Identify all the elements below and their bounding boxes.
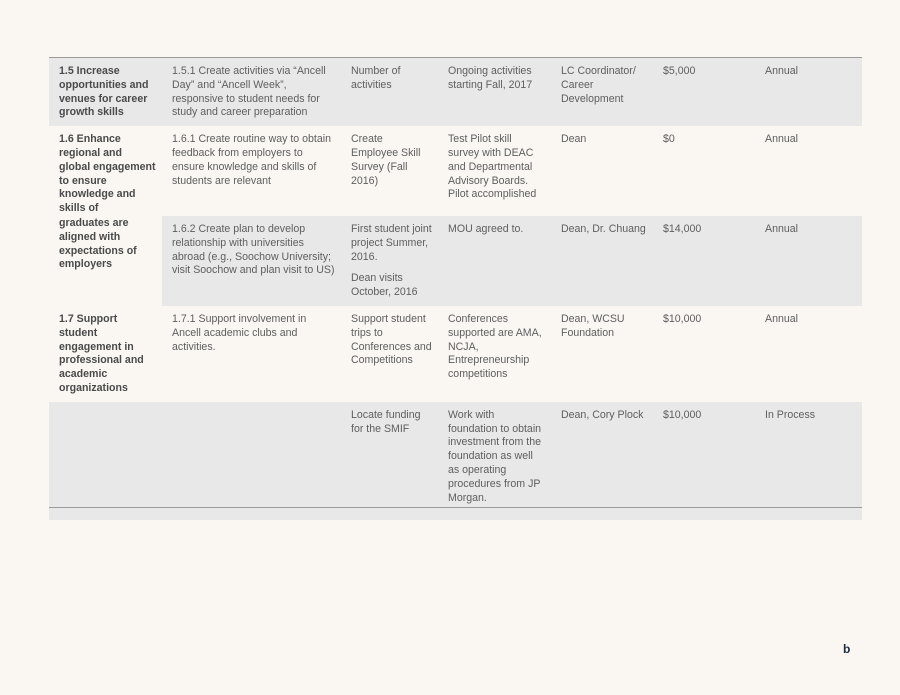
strategic-plan-table [49, 58, 862, 520]
page-marker: b [843, 642, 851, 656]
timeline-cell: In Process [755, 402, 862, 520]
timeline-cell: Annual [755, 216, 862, 306]
measure-cell: Create Employee Skill Survey (Fall 2016) [351, 133, 421, 187]
responsible-cell: Dean [561, 133, 587, 146]
measure-line: First student joint project Summer, 2016. [351, 222, 432, 263]
measure-line: Dean visits October, 2016 [351, 272, 418, 299]
strategy-cell: 1.6.2 Create plan to develop relationship with universities abroad (e.g., Soochow University; visit Soochow and plan visit to US) [162, 216, 341, 306]
goal-cell [49, 402, 162, 520]
strategy-cell: 1.7.1 Support involvement in Ancell academic clubs and activities. [172, 312, 307, 353]
cost-cell: $5,000 [653, 58, 755, 126]
goal-cell-continued: graduates are aligned with expectations of employers [59, 216, 137, 271]
strategy-cell: 1.5.1 Create activities via “Ancell Day” and “Ancell Week”, responsive to student needs for study and career preparation [162, 58, 341, 126]
goal-cell: 1.6 Enhance regional and global engagement to ensure knowledge and skills of [59, 133, 156, 215]
status-cell: MOU agreed to. [438, 216, 551, 306]
table-row [49, 58, 862, 126]
goal-cell: 1.5 Increase opportunities and venues for career growth skills [49, 58, 162, 126]
measure-cell: Number of activities [341, 58, 438, 126]
measure-cell: Locate funding for the SMIF [341, 402, 438, 520]
goal-cell: 1.7 Support student engagement in professional and academic organizations [59, 312, 144, 394]
table-row [49, 126, 862, 216]
timeline-cell: Annual [755, 58, 862, 126]
measure-cell [341, 216, 438, 306]
cost-cell: $10,000 [653, 402, 755, 520]
responsible-cell: Dean, WCSU Foundation [561, 312, 625, 339]
status-cell: Ongoing activities starting Fall, 2017 [438, 58, 551, 126]
table-row [49, 402, 862, 520]
timeline-cell: Annual [765, 312, 798, 325]
cost-cell: $14,000 [653, 216, 755, 306]
bottom-rule [49, 507, 862, 508]
measure-cell: Support student trips to Conferences and Competitions [351, 312, 432, 367]
responsible-cell: Dean, Dr. Chuang [551, 216, 653, 306]
status-cell: Test Pilot skill survey with DEAC and Departmental Advisory Boards. Pilot accomplished [448, 133, 537, 201]
strategy-cell [162, 402, 341, 520]
table-row [49, 216, 862, 306]
status-cell: Work with foundation to obtain investment from the foundation as well as operating procedures from JP Morgan. [438, 402, 551, 520]
status-cell: Conferences supported are AMA, NCJA, Entrepreneurship competitions [448, 312, 542, 381]
responsible-cell: Dean, Cory Plock [551, 402, 653, 520]
cost-cell: $10,000 [663, 312, 702, 325]
cost-cell: $0 [663, 133, 675, 146]
table-row [49, 306, 862, 402]
strategy-cell: 1.6.1 Create routine way to obtain feedback from employers to ensure knowledge and skills of students are relevant [172, 133, 332, 187]
responsible-cell: LC Coordinator/ Career Development [551, 58, 653, 126]
timeline-cell: Annual [765, 133, 798, 146]
